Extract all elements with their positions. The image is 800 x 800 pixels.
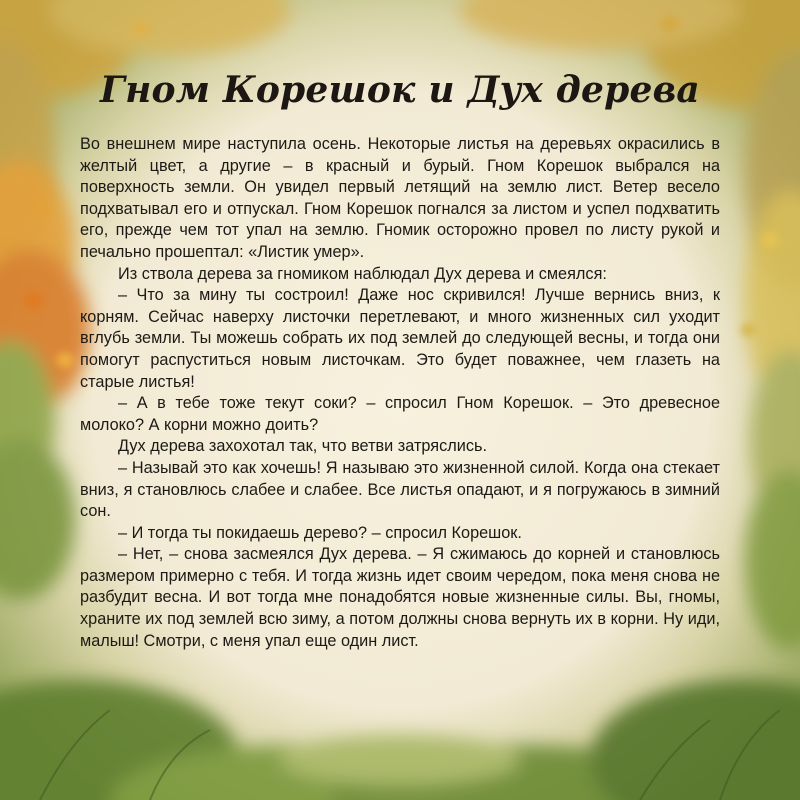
story-text bbox=[80, 134, 720, 652]
story-paragraph: Дух дерева захохотал так, что ветви затряслись. bbox=[118, 437, 487, 456]
story-paragraph: – Называй это как хочешь! Я называю это жизненной силой. Когда она стекает вниз, я становлюсь слабее и слабее. Все листья опадают, и я погружаюсь в зимний сон. bbox=[80, 458, 720, 521]
story-paragraph: – Нет, – снова засмеялся Дух дерева. – Я сжимаюсь до корней и становлюсь размером примерно с тебя. И тогда жизнь идет своим чередом, пока меня снова не разбудит весна. И вот тогда мне понадобятся новые жизненные силы. Вы, гномы, храните их под землей всю зиму, а потом должны снова вернуть их в корни. Ну иди, малыш! Смотри, с меня упал еще один лист. bbox=[80, 545, 720, 650]
story-paragraph: – Что за мину ты состроил! Даже нос скривился! Лучше вернись вниз, к корням. Сейчас наверху листочки перетлевают, и много жизненных сил уходит вглубь земли. Ты можешь собрать их под землей до следующей весны, и тогда они помогут распуститься новым листочкам. Это будет поважнее, чем глазеть на старые листья! bbox=[80, 286, 720, 391]
story-paragraph: Из ствола дерева за гномиком наблюдал Дух дерева и смеялся: bbox=[118, 264, 607, 283]
story-paragraph: – И тогда ты покидаешь дерево? – спросил Корешок. bbox=[118, 523, 522, 542]
story-title: Гном Корешок и Дух дерева bbox=[100, 69, 700, 111]
story-paragraph: Во внешнем мире наступила осень. Некоторые листья на деревьях окрасились в желтый цвет, а другие – в красный и бурый. Гном Корешок выбрался на поверхность земли. Он увидел первый летящий на землю лист. Ветер весело подхватывал его и отпускал. Гном Корешок погнался за листом и успел подхватить его, прежде чем тот упал на землю. Гномик осторожно провел по листу рукой и печально прошептал: «Листик умер». bbox=[80, 135, 720, 261]
story-paragraph: – А в тебе тоже текут соки? – спросил Гном Корешок. – Это древесное молоко? А корни можно доить? bbox=[80, 394, 720, 434]
